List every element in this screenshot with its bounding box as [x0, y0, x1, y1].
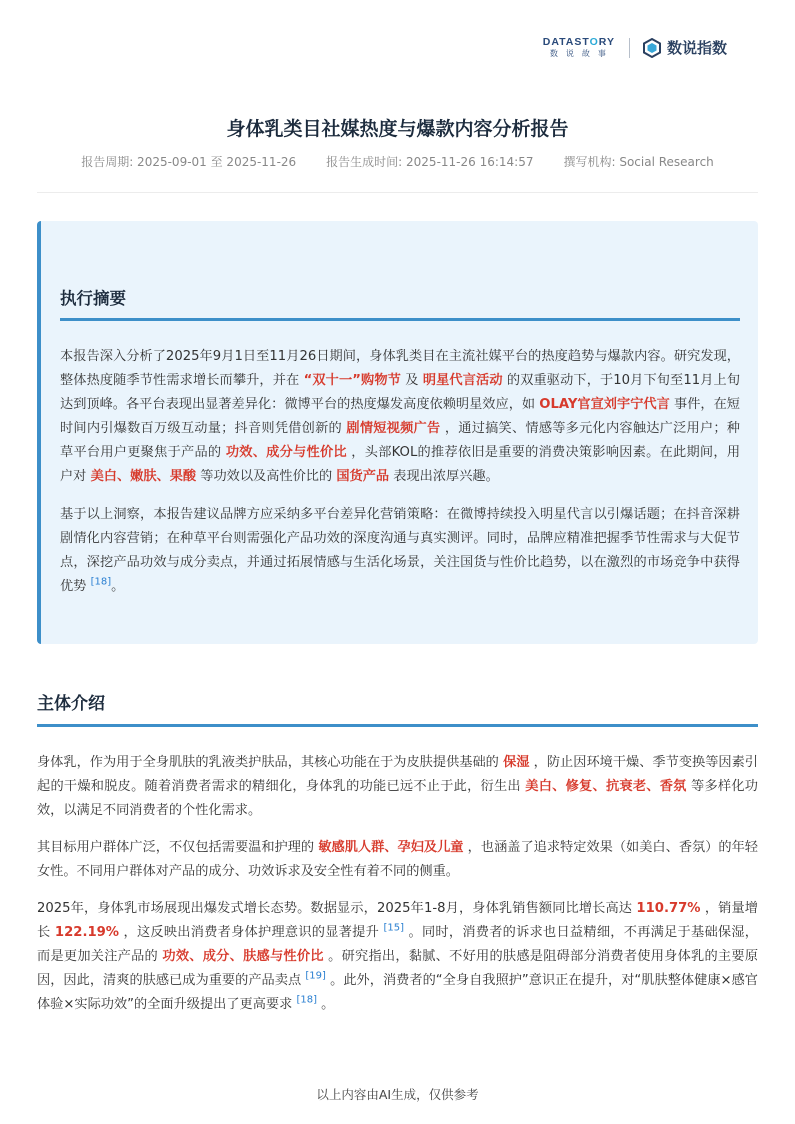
ai-disclaimer-footer: 以上内容由AI生成，仅供参考 [316, 1087, 479, 1102]
citation-link[interactable]: [15] [383, 922, 405, 934]
sszs-logo: 数说指数 [642, 37, 727, 58]
executive-summary-box [37, 221, 758, 644]
citation-link[interactable]: [19] [305, 970, 326, 982]
report-period: 报告周期: 2025-09-01 至 2025-11-26 [81, 155, 297, 169]
executive-summary-heading: 执行摘要 [60, 285, 740, 321]
summary-paragraph-2: 基于以上洞察，本报告建议品牌方应采纳多平台差异化营销策略：在微博持续投入明星代言以引爆话题；在抖音深耕剧情化内容营销；在种草平台则需强化产品功效的深度沟通与真实测评。同时，品牌应精准把握季节性需求与大促节点，深挖产品功效与成分卖点，并通过拓展情感与生活化场景，关注国货与性价比趋势，以在激烈的市场竞争中获得优势 [18]。 [60, 507, 740, 594]
intro-paragraph-1: 身体乳，作为用于全身肌肤的乳液类护肤品，其核心功能在于为皮肤提供基础的 保湿 ，防止因环境干燥、季节变换等因素引起的干燥和脱皮。随着消费者需求的精细化，身体乳的功能已远不止于此，衍生出 美白、修复、抗衰老、香氛 等多样化功效，以满足不同消费者的个性化需求。 [37, 755, 758, 818]
subject-intro-heading: 主体介绍 [37, 689, 758, 727]
report-meta [0, 153, 795, 170]
report-generated-time: 报告生成时间: 2025-11-26 16:14:57 [326, 155, 534, 169]
datastory-logo: DATASTORY 数说故事 [542, 36, 615, 58]
summary-paragraph-1: 本报告深入分析了2025年9月1日至11月26日期间，身体乳类目在主流社媒平台的热度趋势与爆款内容。研究发现，整体热度随季节性需求增长而攀升，并在 “双十一”购物节 及 明星代言活动 的双重驱动下，于10月下旬至11月上旬达到顶峰。各平台表现出显著差异化：微博平台的热度爆发高度依赖明星效应，如 OLAY官宣刘宇宁代言 事件，在短时间内引爆数百万级互动量；抖音则凭借创新的 剧情短视频广告 ，通过搞笑、情感等多元化内容触达广泛用户；种草平台用户更聚焦于产品的 功效、成分与性价比 ，头部KOL的推荐依旧是重要的消费决策影响因素。在此期间，用户对 美白、嫩肤、果酸 等功效以及高性价比的 国货产品 表现出浓厚兴趣。 [60, 349, 741, 484]
header-logos [543, 36, 727, 59]
report-author: 撰写机构: Social Research [563, 155, 714, 169]
citation-link[interactable]: [18] [90, 576, 112, 588]
logo-divider [629, 38, 630, 58]
intro-paragraph-2: 其目标用户群体广泛，不仅包括需要温和护理的 敏感肌人群、孕妇及儿童 ，也涵盖了追求特定效果（如美白、香氛）的年轻女性。不同用户群体对产品的成分、功效诉求及安全性有着不同的侧重。 [37, 840, 758, 879]
header-divider [37, 192, 758, 193]
intro-paragraph-3: 2025年，身体乳市场展现出爆发式增长态势。数据显示，2025年1-8月，身体乳销售额同比增长高达 110.77% ，销量增长 122.19% ，这反映出消费者身体护理意识的显著提升 [15] 。同时，消费者的诉求也日益精细，不再满足于基础保湿，而是更加关注产品的 功效、成分、肤感与性价比 。研究指出，黏腻、不好用的肤感是阻碍部分消费者使用身体乳的主要原因，因此，清爽的肤感已成为重要的产品卖点 [19] 。此外，消费者的“全身自我照护”意识正在提升，对“肌肤整体健康×感官体验×实际功效”的全面升级提出了更高要求 [18] 。 [37, 901, 759, 1012]
report-title: 身体乳类目社媒热度与爆款内容分析报告 [226, 118, 569, 140]
citation-link[interactable]: [18] [296, 994, 317, 1006]
sszs-logo-icon [642, 38, 662, 58]
subject-intro-section [37, 689, 758, 1017]
